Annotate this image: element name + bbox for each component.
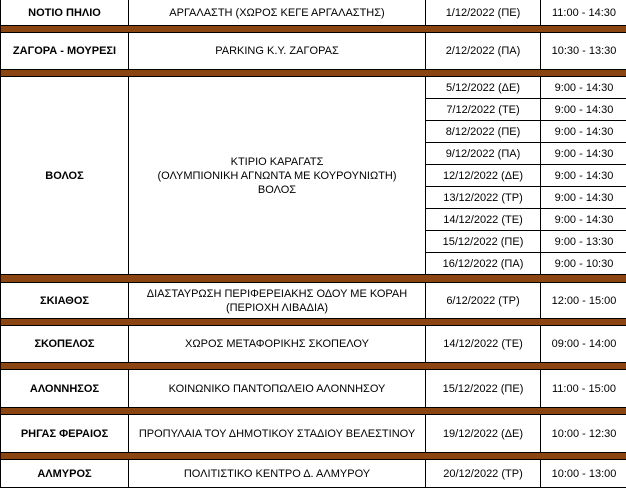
- date-cell: 13/12/2022 (ΤΡ): [426, 187, 541, 209]
- date-cell: 16/12/2022 (ΠΑ): [426, 253, 541, 275]
- time-cell: 11:00 - 15:00: [541, 370, 626, 408]
- separator-row: [1, 453, 626, 460]
- location-line: PARKING Κ.Υ. ΖΑΓΟΡΑΣ: [215, 45, 339, 57]
- location-cell: [129, 77, 426, 275]
- table-row: [1, 460, 626, 488]
- area-cell: ΝΟΤΙΟ ΠΗΛΙΟ: [1, 0, 129, 26]
- location-line: ΚΟΙΝΩΝΙΚΟ ΠΑΝΤΟΠΩΛΕΙΟ ΑΛΟΝΝΗΣΟΥ: [168, 382, 386, 395]
- separator-row: [1, 319, 626, 326]
- location-line: (ΟΛΥΜΠΙΟΝΙΚΗ ΑΓΝΩΝΤΑ ΜΕ ΚΟΥΡΟΥΝΙΩΤΗ): [157, 169, 397, 182]
- time-cell: 9:00 - 14:30: [541, 99, 626, 121]
- date-cell: 8/12/2022 (ΠΕ): [426, 121, 541, 143]
- area-cell: ΑΛΜΥΡΟΣ: [1, 460, 129, 488]
- separator-bar: [1, 453, 626, 460]
- table-row: [1, 33, 626, 70]
- location-cell: [129, 326, 426, 363]
- time-cell: 11:00 - 14:30: [541, 0, 626, 26]
- area-cell: ΒΟΛΟΣ: [1, 77, 129, 275]
- time-cell: 9:00 - 13:30: [541, 231, 626, 253]
- separator-row: [1, 408, 626, 415]
- table-row: [1, 326, 626, 363]
- time-cell: 10:30 - 13:30: [541, 33, 626, 70]
- time-cell: 9:00 - 14:30: [541, 77, 626, 99]
- location-cell: [129, 370, 426, 408]
- table-row: [1, 283, 626, 319]
- location-line: (ΠΕΡΙΟΧΗ ΛΙΒΑΔΙΑ): [225, 301, 329, 314]
- location-cell: [129, 33, 426, 70]
- separator-bar: [1, 319, 626, 326]
- separator-row: [1, 363, 626, 370]
- location-line: ΔΙΑΣΤΑΥΡΩΣΗ ΠΕΡΙΦΕΡΕΙΑΚΗΣ ΟΔΟΥ ΜΕ ΚΟΡΑΗ: [146, 287, 408, 300]
- time-cell: 9:00 - 10:30: [541, 253, 626, 275]
- separator-bar: [1, 408, 626, 415]
- time-cell: 10:00 - 12:30: [541, 415, 626, 453]
- location-line: ΠΟΛΙΤΙΣΤΙΚΟ ΚΕΝΤΡΟ Δ. ΑΛΜΥΡΟΥ: [183, 467, 371, 480]
- date-cell: 1/12/2022 (ΠΕ): [426, 0, 541, 26]
- area-cell: ΖΑΓΟΡΑ - ΜΟΥΡΕΣΙ: [1, 33, 129, 70]
- date-cell: 19/12/2022 (ΔΕ): [426, 415, 541, 453]
- date-cell: 14/12/2022 (ΤΕ): [426, 326, 541, 363]
- date-cell: 15/12/2022 (ΠΕ): [426, 231, 541, 253]
- time-cell: 10:00 - 13:00: [541, 460, 626, 488]
- time-cell: 9:00 - 14:30: [541, 121, 626, 143]
- location-cell: [129, 0, 426, 26]
- time-cell: 9:00 - 14:30: [541, 165, 626, 187]
- location-line: ΑΡΓΑΛΑΣΤΗ (ΧΩΡΟΣ ΚΕΓΕ ΑΡΓΑΛΑΣΤΗΣ): [169, 6, 385, 19]
- area-cell: ΑΛΟΝΝΗΣΟΣ: [1, 370, 129, 408]
- area-cell: ΣΚΙΑΘΟΣ: [1, 283, 129, 319]
- location-cell: [129, 460, 426, 488]
- table-row: [1, 370, 626, 408]
- date-cell: 14/12/2022 (ΤΕ): [426, 209, 541, 231]
- separator-row: [1, 70, 626, 77]
- time-cell: 9:00 - 14:30: [541, 187, 626, 209]
- date-cell: 7/12/2022 (ΤΕ): [426, 99, 541, 121]
- date-cell: 5/12/2022 (ΔΕ): [426, 77, 541, 99]
- separator-bar: [1, 70, 626, 77]
- area-cell: ΣΚΟΠΕΛΟΣ: [1, 326, 129, 363]
- separator-bar: [1, 363, 626, 370]
- date-cell: 2/12/2022 (ΠΑ): [426, 33, 541, 70]
- table-row: [1, 77, 626, 99]
- location-line: ΧΩΡΟΣ ΜΕΤΑΦΟΡΙΚΗΣ ΣΚΟΠΕΛΟΥ: [185, 338, 369, 350]
- time-cell: 9:00 - 14:30: [541, 209, 626, 231]
- location-line: ΠΡΟΠΥΛΑΙΑ ΤΟΥ ΔΗΜΟΤΙΚΟΥ ΣΤΑΔΙΟΥ ΒΕΛΕΣΤΙΝΟΥ: [138, 427, 416, 440]
- location-line: ΚΤΙΡΙΟ ΚΑΡΑΓΑΤΣ: [230, 155, 324, 168]
- area-cell: ΡΗΓΑΣ ΦΕΡΑΙΟΣ: [1, 415, 129, 453]
- date-cell: 12/12/2022 (ΔΕ): [426, 165, 541, 187]
- location-line: ΒΟΛΟΣ: [257, 183, 297, 196]
- separator-bar: [1, 275, 626, 283]
- date-cell: 15/12/2022 (ΠΕ): [426, 370, 541, 408]
- table-row: [1, 0, 626, 26]
- date-cell: 20/12/2022 (ΤΡ): [426, 460, 541, 488]
- time-cell: 09:00 - 14:00: [541, 326, 626, 363]
- time-cell: 9:00 - 14:30: [541, 143, 626, 165]
- separator-row: [1, 275, 626, 283]
- date-cell: 9/12/2022 (ΠΑ): [426, 143, 541, 165]
- location-cell: [129, 415, 426, 453]
- time-cell: 12:00 - 15:00: [541, 283, 626, 319]
- separator-bar: [1, 26, 626, 33]
- table-row: [1, 415, 626, 453]
- location-cell: [129, 283, 426, 319]
- date-cell: 6/12/2022 (ΤΡ): [426, 283, 541, 319]
- separator-row: [1, 26, 626, 33]
